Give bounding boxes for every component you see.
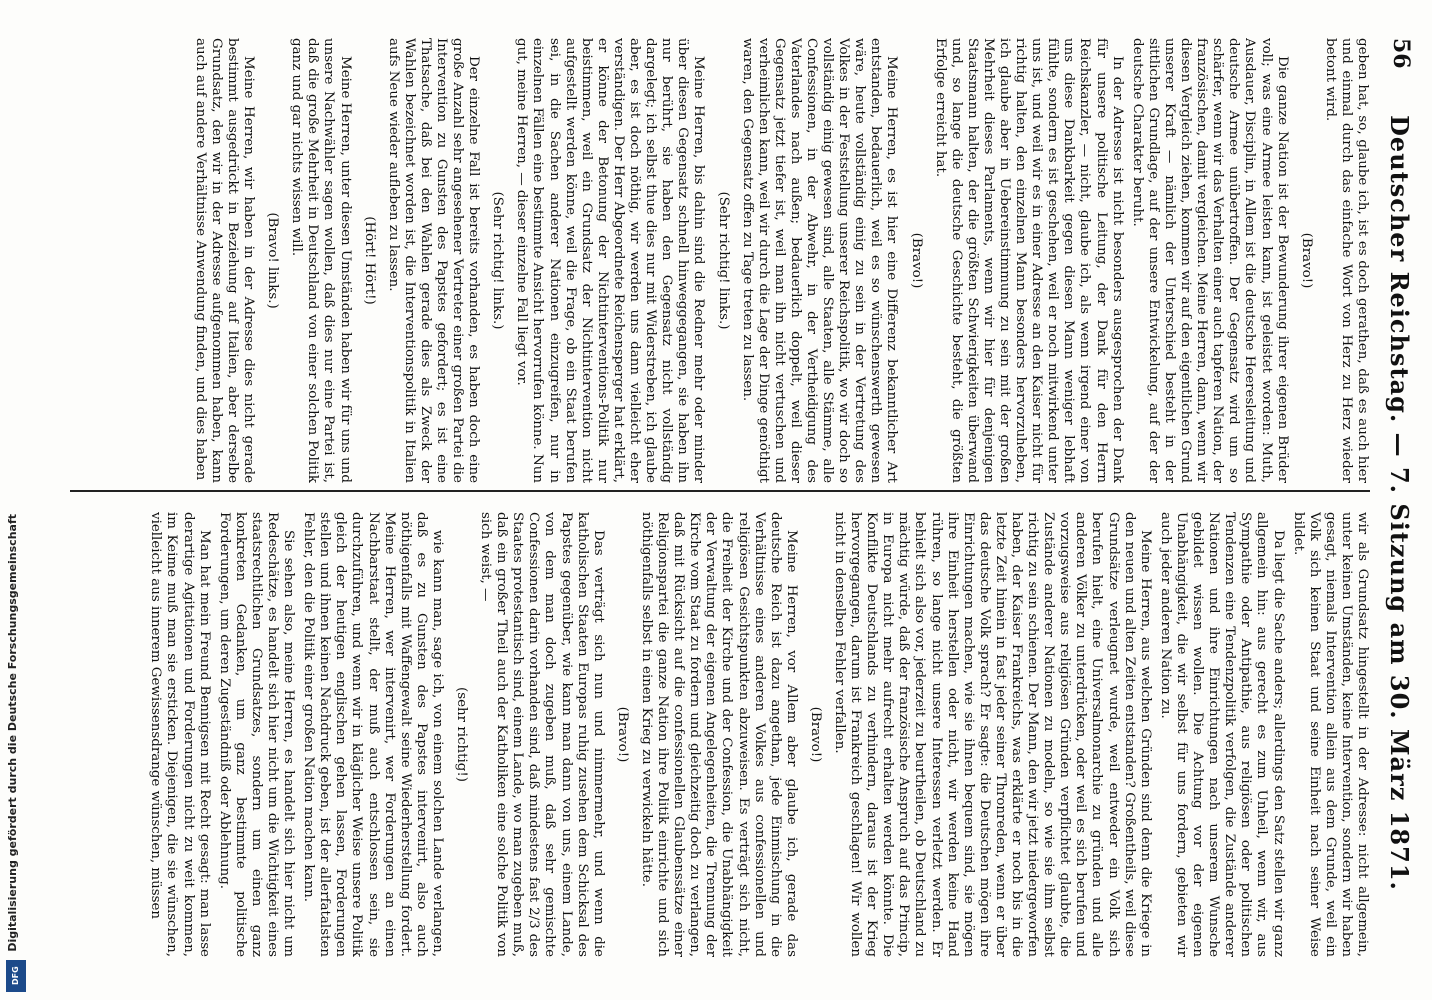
paragraph: wir als Grundsatz hingestellt in der Adresse: nicht allgemein, unter keinen Umständen, keine Intervention, sondern wir haben gesagt, niemals Intervention allein aus dem Grunde, weil ein Volk sich keinen Staat und seine Einheit nach seiner Weise bildet.: [1290, 512, 1370, 957]
footer: [6, 2, 28, 992]
column-divider: [70, 490, 1370, 492]
page-header: [1378, 38, 1418, 968]
paragraph: Meine Herren, bis dahin sind die Redner mehr oder minder über diesen Gegensatz schnell hinweggegangen, sie haben ihn nur berührt, sie haben den Gegensatz nicht vollständig dargelegt; ich selbst thue dies nur mit Widerstreben, ich glaube aber, es ist doch nöthig, wir werden uns dann vielleicht eher verständigen. Der Herr Abgeordnete Reichensperger hat erklärt, er könne der Betonung der Nichtinterventions-Politik nur beistimmen, weil ein Grundsatz der Nichtintervention nicht aufgestellt werden könne, weil die Frage, ob ein Staat berufen sei, in die Sachen anderer Nationen einzugreifen, nur in einzelnen Fällen eine bestimmte Ansicht hervorrufen könne. Nun gut, meine Herren, — dieser einzelne Fall liegt vor.: [514, 38, 707, 483]
rotated-page-content: [52, 0, 1432, 1000]
left-column: [70, 38, 1370, 483]
interjection: (Bravo!): [1298, 232, 1314, 289]
right-column: [70, 512, 1370, 957]
paragraph: Da liegt die Sache anders; allerdings den Satz stellen wir ganz allgemein hin: aus gerecht es zum Unheil, wenn wir, aus Sympathie oder Antipathie, aus religiösen oder politischen Tendenzen eine Tendenzpolitik verfolgen, die Zustände anderer Nationen und ihre Einrichtungen nach unserem Wunsche gebildet wissen wollen. Die Achtung vor der eigenen Unabhängigkeit, die wir selbst für uns fordern, gebieten wir auch jeder anderen Nation zu.: [1157, 512, 1286, 957]
paragraph: Man hat mein Freund Bennigsen mit Recht gesagt: man lasse derartige Agitationen und Forderungen nicht zu weit kommen, im Keime muß man sie ersticken. Diejenigen, die sie wünschen, vielleicht aus innerem Gewissensdrange wünschen, müssen: [148, 512, 212, 957]
interjection: (Hört! Hört!): [361, 216, 377, 305]
paragraph: Meine Herren, aus welchen Gründen sind denn die Kriege in den neuen und alten Zeiten entstanden? Großentheils, weil diese Grundsätze verleugnet wurde, weil entweder ein Volk sich berufen hielt, eine Universalmonarchie zu gründen und alle anderen Völker zu unterdrücken, oder weil es sich berufen und vorzugsweise aus religiösen Gründen verpflichtet glaubte, die Zustände anderer Nationen zu modeln, so wie sie ihm selbst richtig zu sein schienen. Der Mann, den wir jetzt niedergeworfen haben, der Kaiser Frankreichs, was erklärte er noch bis in die letzte Zeit hinein in fast jeder seiner Thronreden, wenn er über das deutsche Volk sprach? Er sagte: die Deutschen mögen ihre Einrichtungen machen, wie sie ihnen bequem sind, sie mögen ihre Einheit herstellen oder nicht, wir werden keine Hand rühren, so lange nicht unsere Interessen verletzt werden. Er behielt sich also vor, jederzeit zu beurtheilen, ob Deutschland zu mächtig würde, daß der französische Anspruch auf das Princip, in Europa nicht mehr aufrecht erhalten werden könnte. Die Konflikte Deutschlands zu verhindern, daraus ist der Krieg hervorgegangen, darum ist Frankreich geschlagen! Wir wollen nicht in denselben Fehler verfallen.: [832, 512, 1153, 957]
paragraph: geben hat, so, glaube ich, ist es doch gerathen, daß es auch hier und einmal durch das einfache Wort von Herz zu Herz wieder betont wird.: [1322, 38, 1370, 483]
paragraph: wie kann man, sage ich, von einem solchen Lande verlangen, daß es zu Gunsten des Papstes intervenirt, also auch nöthigenfalls mit Waffengewalt seine Wiederherstellung fordert. Meine Herren, wer intervenirt, wer Forderungen an einen Nachbarstaat stellt, der muß auch entschlossen sein, sie durchzuführen, und wenn wir in kläglicher Weise unsere Politik gleich der heutigen englischen gehen lassen, Forderungen stellen und ihnen keinen Nachdruck geben, ist der allerfatalsten Fehler, den die Politik einer großen Nation machen kann.: [301, 512, 445, 957]
paragraph: Die ganze Nation ist der Bewunderung ihrer eigenen Brüder voll; was eine Armee leisten kann, ist geleistet worden: Muth, Ausdauer, Disciplin, in Allem ist die deutsche Heeresleitung und deutsche Armee unübertroffen. Der Gegensatz wird um so schärfer, wenn wir das Verhalten einer auch tapferen Nation, der französischen, damit vergleichen. Meine Herren, dann, wenn wir diesen Vergleich ziehen, kommen wir auf den eigentlichen Grund unserer Kraft — nämlich der Unterschied besteht in der sittlichen Grundlage, auf der unsere Entwickelung, auf der der deutsche Charakter beruht.: [1129, 38, 1290, 483]
interjection: (Bravo! links.): [265, 212, 281, 309]
paragraph: Der einzelne Fall ist bereits vorhanden, es haben doch eine große Anzahl sehr angesehener Vertreter einer großen Partei die Intervention zu Gunsten des Papstes gefordert; es ist eine Thatsache, daß bei den Wahlen gerade dies als Zweck der Wahlen bezeichnet worden ist, die Interventionspolitik in Italien aufs Neue wieder aufleben zu lassen.: [385, 38, 482, 483]
paragraph: Das verträgt sich nun und nimmermehr, und wenn die katholischen Staaten Europas ruhig zusehen dem Schicksal des Papstes gegenüber, wie kann man dann von uns, einem Lande, von dem man doch zugeben muß, daß sehr gemischte Confessionen darin vorhanden sind, daß mindestens fast 2/3 des Staates protestantisch sind, einem Lande, wo man zugeben muß, daß ein großer Theil auch der Katholiken eine solche Politik von sich weist, —: [478, 512, 606, 957]
page-number: 56: [1388, 38, 1414, 69]
paragraph: Meine Herren, es ist hier eine Differenz bekanntlicher Art entstanden, bedauerlich, weil es so wünschenswerth gewesen wäre, heute vollständig einig zu sein in der Vertretung des Volkes in der Feststellung unserer Reichspolitik, wo wir doch so vollständig einig gewesen sind, alle Staaten, alle Stämme, alle Confessionen, in der Abwehr, in der Vertheidigung des Vaterlandes nach außen; bedauerlich doppelt, weil dieser Gegensatz jetzt tiefer ist, weil man ihn nicht vertuschen und verheimlichen kann, weil wir durch die Lage der Dinge genöthigt waren, den Gegensatz offen zu Tage treten zu lassen.: [739, 38, 900, 483]
paragraph: In der Adresse ist nicht besonders ausgesprochen der Dank für unsere politische Leitung, der Dank für den Herrn Reichskanzler, — nicht, glaube ich, als wenn irgend einer von uns diese Dankbarkeit gegen diesen Mann weniger lebhaft fühlte, sondern es ist geschehen, weil er noch mitwirkend unter uns ist, und weil wir es in einer Adresse an den Kaiser nicht für richtig halten, den einzelnen Mann besonders hervorzuheben, ich glaube aber in Uebereinstimmung zu sein mit der großen Mehrheit dieses Parlaments, wenn wir hier für denjenigen Staatsmann halten, der die größten Schwierigkeiten überwand und, so lange die deutsche Geschichte besteht, die größten Erfolge erreicht hat.: [932, 38, 1125, 483]
interjection: (sehr richtig!): [454, 687, 470, 782]
interjection: (Bravo!): [908, 232, 924, 289]
paragraph: Meine Herren, vor Allem aber glaube ich, gerade das deutsche Reich ist dazu angethan, jede Einmischung in die Verhältnisse eines anderen Volkes aus confessionellen und religiösen Gesichtspunkten abzuweisen. Es verträgt sich nicht, die Freiheit der Kirche und der Confession, die Unabhängigkeit der Verwaltung der eigenen Angelegenheiten, die Trennung der Kirche vom Staat zu fordern und gleichzeitig doch zu verlangen, daß mit Rücksicht auf die confessionellen Glaubenssätze einer Religionspartei die ganze Nation ihre Politik einrichte und sich nöthigenfalls selbst in einen Krieg zu verwickeln hätte.: [638, 512, 799, 957]
interjection: (Bravo!): [614, 706, 630, 763]
interjection: (Bravo!): [807, 706, 823, 763]
digitization-note: Digitalisierung gefördert durch die Deutsche Forschungsgemeinschaft: [6, 514, 19, 952]
paragraph: Sie sehen also, meine Herren, es handelt sich hier nicht um Redeschätze, es handelt sich hier nicht um die Wichtigkeit eines staatsrechtlichen Grundsatzes, sondern um einen ganz konkreten Gedanken, um ganz bestimmte politische Forderungen, um deren Zugeständniß oder Ablehnung.: [216, 512, 297, 957]
interjection: (Sehr richtig! links.): [490, 191, 506, 330]
running-title: Deutscher Reichstag. — 7. Sitzung am 30. März 1871.: [1385, 115, 1414, 891]
interjection: (Sehr richtig! links.): [715, 191, 731, 330]
paragraph: Meine Herren, unter diesen Umständen haben wir für uns und unsere Nachwähler sagen wollen, daß dies nur eine Partei ist, daß die große Mehrheit in Deutschland von einer solchen Politik ganz und gar nichts wissen will.: [289, 38, 353, 483]
dfg-logo: DFG: [6, 960, 26, 992]
paragraph: Meine Herren, wir haben in der Adresse dies nicht gerade bestimmt ausgedrückt in Beziehung auf Italien, aber derselbe Grundsatz, den wir in der Adresse aufgenommen haben, kann auch auf andere Verhältnisse Anwendung finden, und dies haben: [192, 38, 257, 483]
